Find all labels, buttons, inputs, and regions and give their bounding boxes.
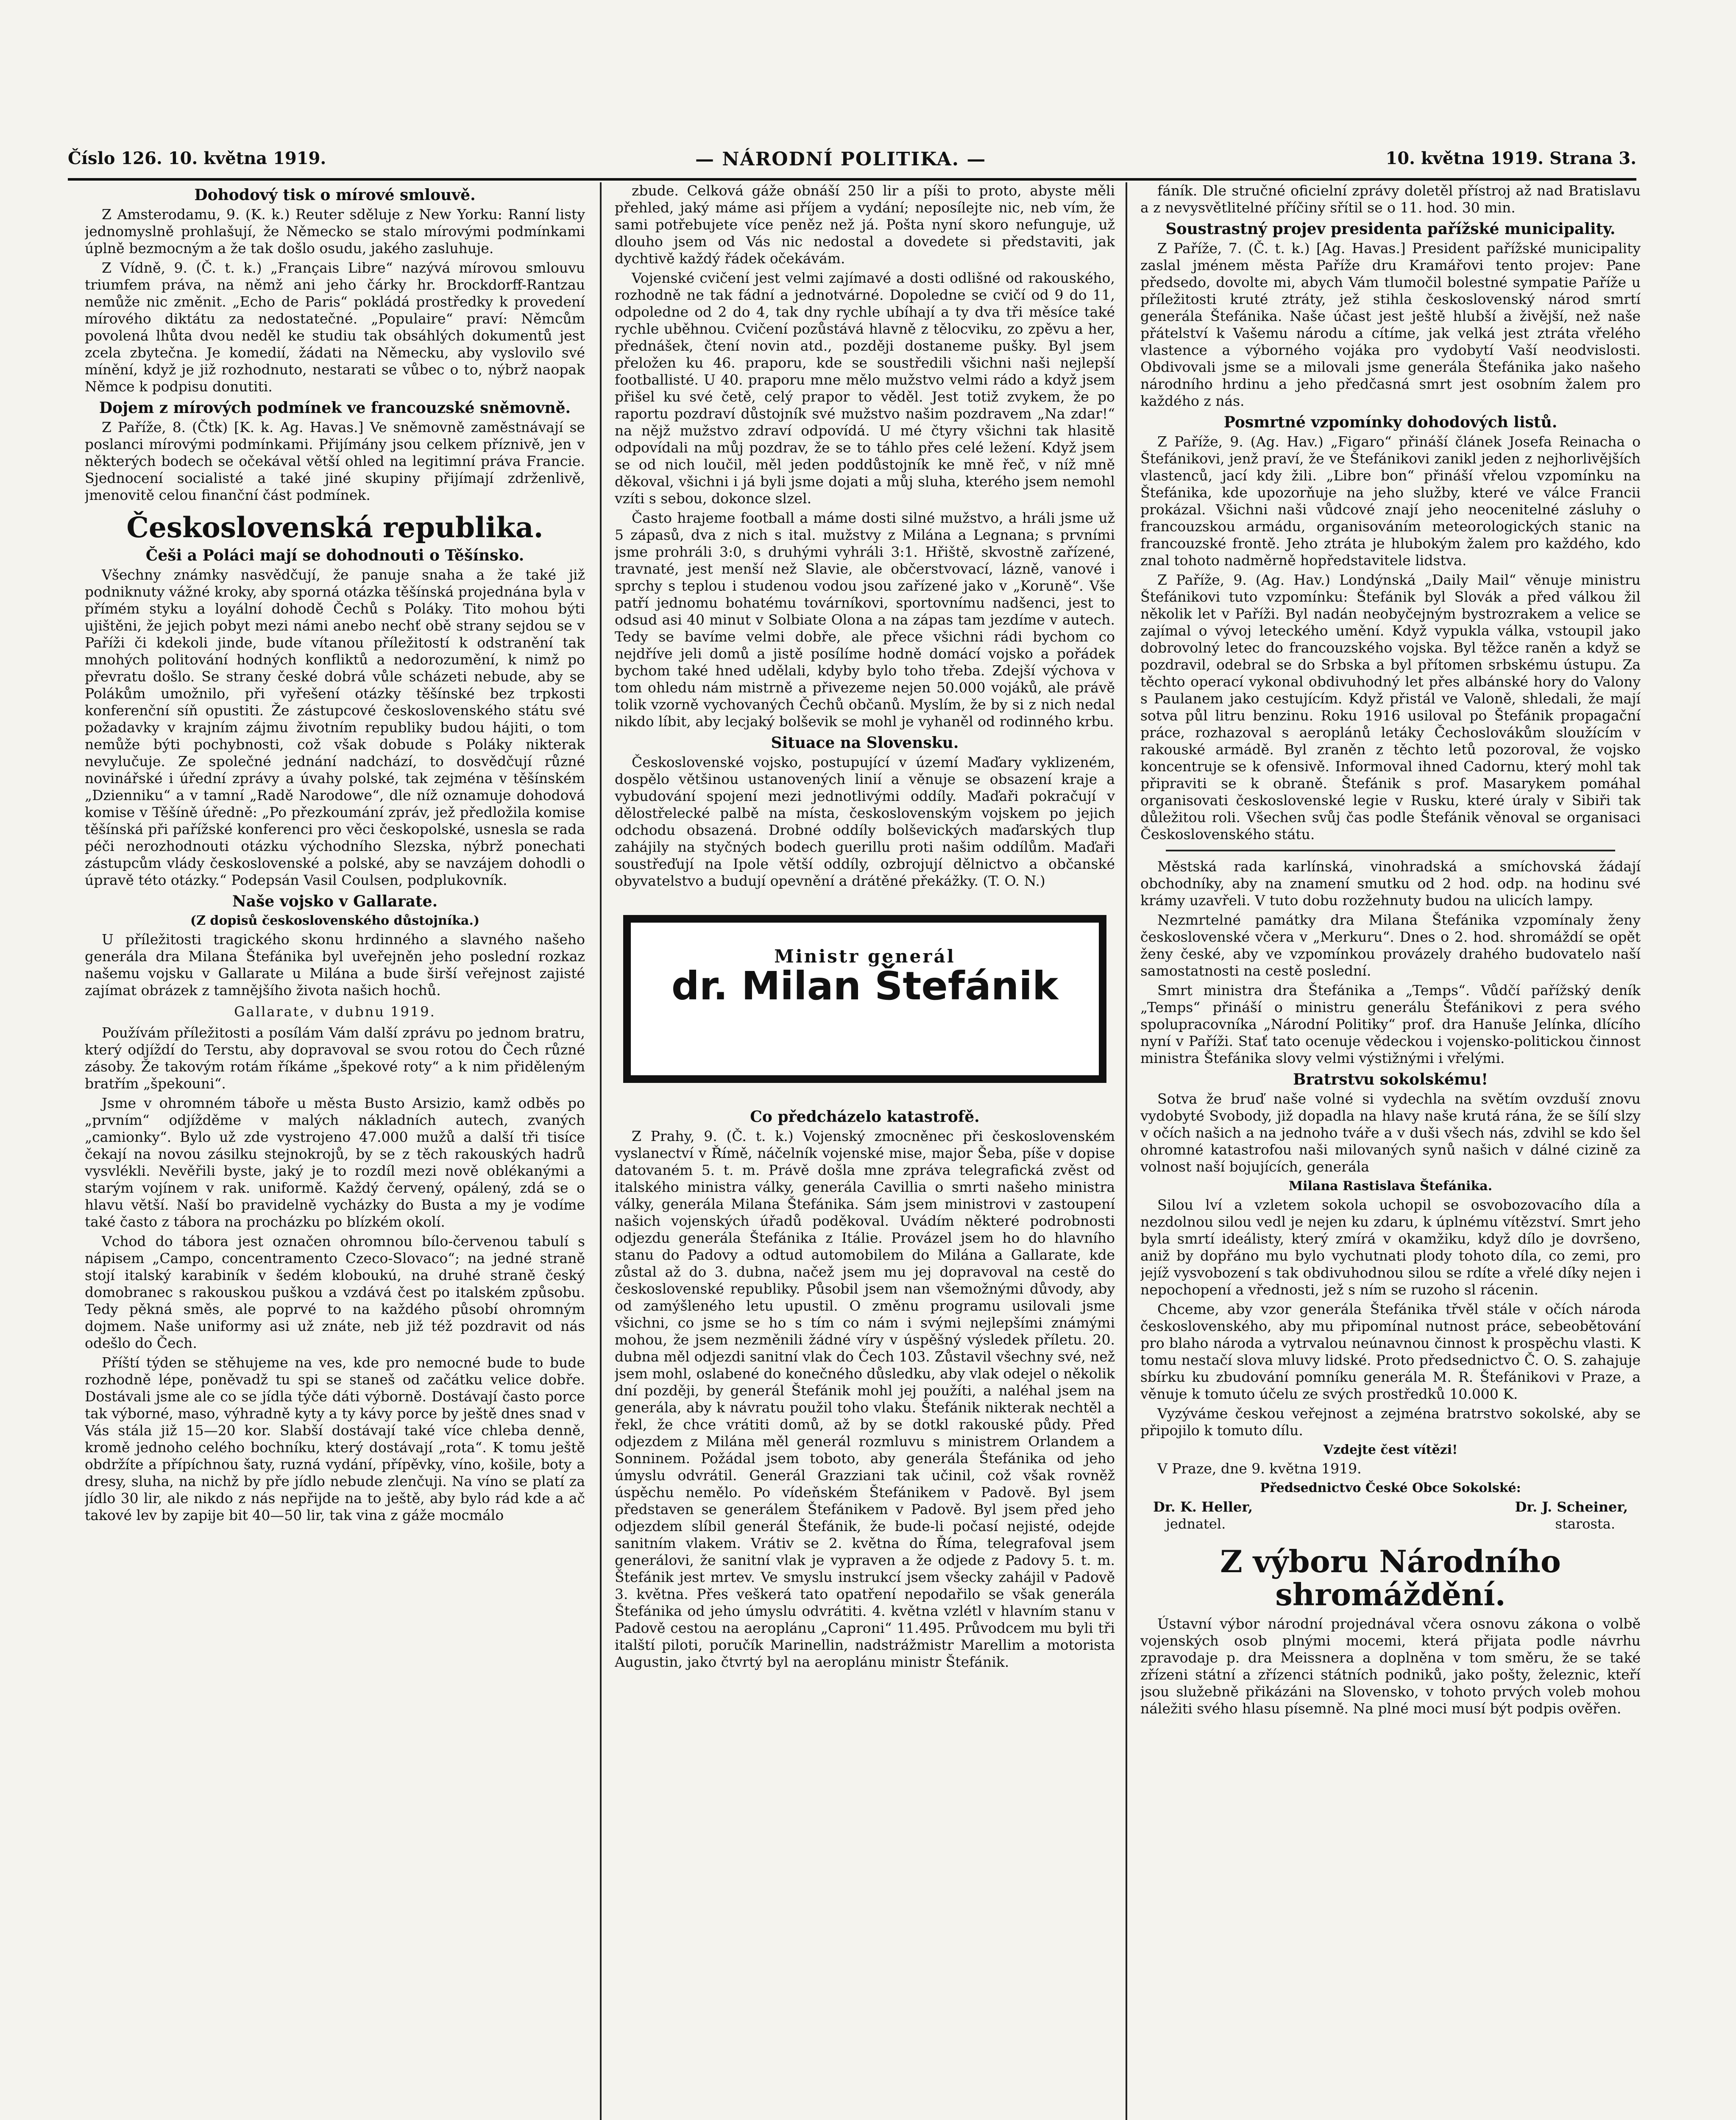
article-paragraph: Vchod do tábora jest označen ohromnou bílo-červenou tabulí s nápisem „Campo, concentramento Czeco-Slovaco“; na jedné straně stojí italský karabiník v šedém kloboukú, na druhé straně český domobranec s rakouskou puškou a vzdává čest po italském způsobu. Tedy pěkná směs, ale poprvé to na každého působí ohromným dojmem. Naše uniformy asi už znáte, neb již též pozdravit od nás odešlo do Čech. (85, 1233, 585, 1351)
subtitle-note: (Z dopisů československého důstojníka.) (190, 913, 480, 928)
article-paragraph: Z Paříže, 8. (Čtk) [K. k. Ag. Havas.] Ve sněmovně zaměstnávají se poslanci mírovými podmínkami. Přijímány jsou celkem příznivě, jen v některých bodech se očekával větší ohled na legitimní práva Francie. Sjednocení socialisté a také jiné skupiny přijímají zdrženlivě, jmenovitě celou finanční část podmínek. (85, 419, 585, 503)
article-paragraph: Ústavní výbor národní projednával včera osnovu zákona o volbě vojenských osob plnými mocemi, která přijata podle návrhu zpravodaje p. dra Meissnera a doplněna v tom směru, že se také zřízeni státní a zřízenci státních podniků, jako pošty, železnic, kteří jsou služebně přikázáni na Slovensko, v tohoto prvých voleb mohou náležiti svého hlasu písemně. Na plné moci musí být podpis ověřen. (1140, 1615, 1641, 1717)
article-paragraph: Příští týden se stěhujeme na ves, kde pro nemocné bude to bude rozhodně lépe, poněvadž tu spi se staneš od začátku velice dobře. Dostávali jsme ale co se jídla týče dáti výborně. Dostávají často porce tak výborné, maso, výhradně kyty a ty kávy porce by ještě dnes snad v Vás stála již 15—20 kor. Slabší dostávají také více chleba denně, kromě jednoho celého bochníku, který dostávají „rota“. K tomu ještě obdržíte a přípíchnou šaty, ruzná vydání, přípěvky, víno, košile, boty a dresy, sluha, na nichž by pře jídlo nebude zlenčuji. Na víno se platí za jídlo 30 lir, ale nikdo z nás nepřijde na to ještě, aby bylo rád kde a ač takové lev by zapije bit 40—50 lir, tak vina z gáže mocmálo (85, 1354, 585, 1523)
article-paragraph: Všechny známky nasvědčují, že panuje snaha a že také již podniknuty vážné kroky, aby sporná otázka těšínská projednána byla v přímém styku a loyální dohodě Čechů s Poláky. Tito mohou býti ujištěni, že jejich pobyt mezi námi anebo nechť obě strany sejdou se v Paříži či kdekoli jinde, bude vítanou příležitostí k odstranění tak mnohých politování hodných konfliktů a nedorozumění, k nimž po převratu došlo. Se strany české dobrá vůle scházeti nebude, aby se Polákům umožnilo, při vyřešení otázky těšínské bez trpkosti konferenční síň opustiti. Že zástupcové československého státu své požadavky v krajním zájmu životním republiky budou hájiti, o tom nemůže býti pochybnosti, což však dobude s Poláky nikterak nevylučuje. Ze společné jednání nadchází, to dosvědčují různé novinářské i úřední zprávy a úvahy polské, tak zejména v těšínském „Dzienniku“ a v tamní „Radě Narodowe“, dle níž oznamuje dohodová komise v Těšíně úředně: „Po přezkoumání zpráv, jež předložila komise těšínská při pařížské konferenci pro věci českopolské, usnesla se rada péči nerozhodnouti otázku východního Slezska, nýbrž ponechati zástupcům vlády československé a polské, aby se navzájem dohodli o úpravě této otázky.“ Podepsán Vasil Coulsen, podplukovník. (85, 566, 585, 888)
header-page: 10. května 1919. Strana 3. (1385, 148, 1636, 168)
article-paragraph: fáník. Dle stručné oficielní zprávy doletěl přístroj až nad Bratislavu a z nevysvětlitelné příčiny sřítil se o 11. hod. 30 min. (1140, 182, 1641, 216)
header-rule (68, 178, 1636, 181)
article-paragraph: Smrt ministra dra Štefánika a „Temps“. Vůdčí pařížský deník „Temps“ přináší o ministru generálu Štefánikovi z pera svého spolupracovníka „Národní Politiky“ prof. dra Hanuše Jelínka, dlícího nyní v Paříži. Stať tato ocenuje vědeckou i vojensko-politickou činnost ministra Štefánika slovy velmi výstižnými i vřelými. (1140, 982, 1641, 1066)
article-paragraph: Z Amsterodamu, 9. (K. k.) Reuter sděluje z New Yorku: Ranní listy jednomyslně prohlašují, že Německo se stalo mírovými podmínkami úplně bezmocným a že tak došlo osudu, jakého zasluhuje. (85, 206, 585, 257)
page-header (68, 148, 1636, 178)
column-2 (615, 182, 1115, 2120)
column-separator (1126, 182, 1127, 2120)
article-paragraph: Vojenské cvičení jest velmi zajímavé a dosti odlišné od rakouského, rozhodně ne tak fádní a jednotvárné. Dopoledne se cvičí od 9 do 11, odpoledne od 2 do 4, tak dny rychle ubíhají a ty dva tři měsíce také rychle uběhnou. Cvičení pozůstává hlavně z tělocviku, zo zpěvu a her, přednášek, čtení novin atd., později dostaneme pušky. Byl jsem přeložen ku 46. praporu, kde se soustředili všichni naši nejlepší footballisté. U 40. praporu mne mělo mužstvo velmi rádo a když jsem přišel ku své četě, celý prapor to věděl. Jest totiž zvykem, že po raportu pozdraví důstojník své mužstvo našim pozdravem „Na zdar!“ na nějž mužstvo zdraví odpovídá. U mé čtyry všichni tak hlasitě odpovídali na můj pozdrav, že se to táhlo přes celé ležení. Když jsem se od nich loučil, měl jeden poddůstojník ke mně řeč, v níž mně děkoval, všichni i já byli jsme dojati a můj sluha, kterého jsem nemohl vzíti s sebou, dokonce slzel. (615, 270, 1115, 507)
article-paragraph: Vyzýváme českou veřejnost a zejména bratrstvo sokolské, aby se připojilo k tomuto dílu. (1140, 1405, 1641, 1439)
headline-dohodovy: Dohodový tisk o mírové smlouvě. (194, 186, 476, 204)
article-paragraph: Chceme, aby vzor generála Štefánika třvěl stále v očích národa československého, aby mu připomínal nutnost práce, sebeobětování pro blaho národa a vytrvalou neúnavnou činnost k prospěchu vlasti. K tomu nestačí slova mluvy lidské. Proto předsednictvo Č. O. S. zahajuje sbírku ku zbudování pomníku generála M. R. Štefánikovi v Praze, a věnuje k tomuto účelu ze svých prostředků 10.000 K. (1140, 1301, 1641, 1402)
dateline: Gallarate, v dubnu 1919. (234, 1004, 436, 1020)
article-paragraph: Silou lví a vzletem sokola uchopil se osvobozovacího díla a nezdolnou silou vedl je nejen ku zdaru, k úplnému vítězství. Smrt jeho byla smrtí ideálisty, který zmírá v okamžiku, když dílo je dovršeno, aniž by dopřáno mu bylo vychutnati plody tohoto díla, co zemi, pro jejíž vysvobození s tak obdivuhodnou silou se rdíte a vřelé díky nejen i nepochopení a vřednosti, jež s ním se ruzoho sl rácenin. (1140, 1197, 1641, 1298)
name-line: Milana Rastislava Štefánika. (1288, 1179, 1493, 1194)
signature-names (1140, 1498, 1641, 1515)
signature-roles (1140, 1515, 1641, 1532)
headline-soustrastny: Soustrastný projev presidenta pařížské municipality. (1165, 220, 1616, 238)
article-paragraph: Městská rada karlínská, vinohradská a smíchovská žádají obchodníky, aby na znamení smutku od 2 hod. odp. na hodinu své krámy uzavřeli. V tuto dobu rozžehnuty budou na ulicích lampy. (1140, 858, 1641, 909)
section-title-republika: Československá republika. (126, 511, 543, 544)
headline-bratrstvu: Bratrstvu sokolskému! (1293, 1071, 1488, 1088)
signature-right-role: starosta. (1555, 1516, 1615, 1532)
header-masthead: — NÁRODNÍ POLITIKA. — (695, 148, 986, 170)
section-title-vybor: Z výboru Národního shromáždění. (1220, 1543, 1561, 1612)
headline-vojsko: Naše vojsko v Gallarate. (232, 893, 438, 910)
headline-dojem: Dojem z mírových podmínek ve francouzské sněmovně. (99, 399, 571, 417)
signature-left-role: jednatel. (1166, 1516, 1226, 1532)
article-paragraph: Často hrajeme football a máme dosti silné mužstvo, a hráli jsme už 5 zápasů, dva z nich s ital. mužstvy z Milána a Legnana; s prvními jsme prohráli 3:0, s druhými vyhráli 3:1. Hřiště, skvostně zařízené, travnaté, jest menší než Slavie, ale občerstvovací, lázně, vanové i sprchy s teplou i studenou vodou jsou zařízené jako v „Koruně“. Vše patří jednomu bohatému továrníkovi, sportovnímu nadšenci, jest to odsud asi 40 minut v Solbiate Olona a na zápas tam jezdíme v autech. Tedy se bavíme velmi dobře, ale přece všichni rádi bychom co nejdříve jeli domů a jistě posílíme hodně domácí vojsko a pořádek bychom také hned udělali, kdyby bylo toho třeba. Zdejší výchova v tom ohledu nám mistrně a přivezeme nejen 50.000 vojáků, ale právě tolik vzorně vychovaných Čechů občanů. Myslím, že by si z nich nedal nikdo líbit, aby lecjaký bolševik se mohl je vyhaněl od rodinného krbu. (615, 510, 1115, 730)
column-3 (1140, 182, 1641, 2120)
article-paragraph: Nezmrtelné památky dra Milana Štefánika vzpomínaly ženy československé včera v „Merkuru“. Dnes o 2. hod. shromáždí se opět ženy české, aby ve vzpomínkou provázely drahého budovatelo naší samostatnosti na cestě poslední. (1140, 912, 1641, 979)
column-separator (600, 182, 602, 2120)
article-paragraph: V Praze, dne 9. května 1919. (1157, 1460, 1362, 1477)
mourning-box (623, 915, 1106, 1083)
signature-right: Dr. J. Scheiner, (1515, 1499, 1628, 1515)
motto: Vzdejte čest vítězi! (1323, 1442, 1458, 1457)
article-paragraph: Z Paříže, 7. (Č. t. k.) [Ag. Havas.] President pařížské municipality zaslal jménem města Paříže dru Kramářovi tento projev: Pane předsedo, dovolte mi, abych Vám tlumočil bolestné sympatie Paříže u příležitosti kruté ztráty, jež stihla československý národ smrtí generála Štefánika. Naše účast jest ještě hlubší a živější, než naše přátelství k Vašemu národu a cítíme, jak velká jest ztráta vřelého vlastence a výborného vojáka pro vydobytí Vaší neodvislosti. Obdivovali jsme se a milovali jsme generála Štefánika jako našeho národního hrdinu a jeho předčasná smrt jest osobním žalem pro každého z nás. (1140, 240, 1641, 409)
article-paragraph: Z Prahy, 9. (Č. t. k.) Vojenský zmocněnec při československém vyslanectví v Římě, náčelník vojenské mise, major Šeba, píše v dopise datovaném 5. t. m. Právě došla mne zpráva telegrafická zvěst od italského ministra války, generála Cavillia o smrti našeho ministra války, generála Milana Štefánika. Sám jsem ministrovi v zastoupení našich vojenských úřadů poděkoval. Uvádím některé podrobnosti odjezdu generála Štefánika z Itálie. Provázel jsem ho do hlavního stanu do Padovy a odtud automobilem do Milána a Gallarate, kde zůstal až do 3. dubna, načež jsem mu jej dopravoval na cestě do československé republiky. Působil jsem nan všemožnými důvody, aby od zamýšleného letu upustil. O změnu programu usilovali jsme všichni, co jsme se ho s tím co nám i svými nejlepšími známými mohou, že jsem nezměnili žádné víry v úspěšný výsledek příletu. 20. dubna měl odjezdi sanitní vlak do Čech 103. Zůstavil všechny své, než jsem mohl, oslabené do konečného důsledku, aby vlak odejel o několik dní později, by generál Štefánik mohl jej použíti, a naléhal jsem na generála, aby k návratu použil toho vlaku. Štefánik nikterak nechtěl a řekl, že chce vrátiti domů, až by se dotkl rakouské půdy. Před odjezdem z Milána měl generál rozmluvu s ministrem Orlandem a Sonninem. Požádal jsem toboto, aby generála Štefánika od jeho úmyslu odvrátil. Generál Grazziani tak učinil, což však rovněž úspěchu nemělo. Po vídeňském Štefánikem v Padově. Byl jsem představen se generálem Štefánikem v Padově. Byl jsem před jeho odjezdem slíbil generál Štefánik, že bude-li počasí nejisté, odejde sanitním vlakem. Vrátiv se 2. května do Říma, telegrafoval jsem generálovi, že sanitní vlak je vypraven a že odjede z Padovy 5. t. m. Štefánik jest mrtev. Ve smyslu instrukcí jsem všecky zahájil v Padově 3. května. Přes veškerá tato opatření nepodařilo se však generála Štefánika od jeho úmyslu odvrátiti. 4. května vzlétl v hlavním stanu v Padově cestou na aeroplánu „Caproni“ 11.495. Průvodcem mu byli tři italští piloti, poručík Marinellin, nadstrážmistr Marellim a motorista Augustin, jako čtvrtý byl na aeroplánu ministr Štefánik. (615, 1128, 1115, 1670)
article-paragraph: Jsme v ohromném táboře u města Busto Arsizio, kamž odběs po „prvním“ odjížděme v malých nákladních autech, zvaných „camionky“. Bylo už zde vystrojeno 47.000 mužů a další tři tisíce čekají na novou zásilku stejnokrojů, by se z těch rakouských hadrů vysvlékli. Nevěřili byste, jaký je to rozdíl mezi nově oblékanými a starým vojínem v rak. uniformě. Každý červený, opálený, zdá se o hlavu větší. Naší bo pravidelně vycházky do Busta a my je vodíme také často z tábora na procházku po blízkém okolí. (85, 1095, 585, 1230)
article-paragraph: Z Paříže, 9. (Ag. Hav.) „Figaro“ přináší článek Josefa Reinacha o Štefánikovi, jenž praví, že ve Štefánikovi zanikl jeden z nejhorlivějších vlastenců, jací kdy žili. „Libre bon“ přináší vřelou vzpomínku na Štefánika, kde upozorňuje na jeho služby, které ve válce Francii prokázal. Všichni naši vůdcové znají jeho neocenitelné zásluhy o francouzskou armádu, organisováním meteorologických stanic na francouzské frontě. Jeho ztráta je hlubokým žalem pro každého, kdo znal tohoto nadměrně hopředstavitele lidstva. (1140, 433, 1641, 569)
header-issue: Číslo 126. 10. května 1919. (68, 148, 326, 168)
headline-cesi: Češi a Poláci mají se dohodnouti o Těšínsko. (145, 547, 524, 564)
headline-posmrtne: Posmrtné vzpomínky dohodových listů. (1223, 413, 1558, 431)
signature-left: Dr. K. Heller, (1153, 1499, 1253, 1515)
mourning-name: dr. Milan Štefánik (671, 963, 1059, 1009)
article-paragraph: Z Vídně, 9. (Č. t. k.) „Français Libre“ nazývá mírovou smlouvu triumfem práva, na němž ani jeho čárky hr. Brockdorff-Rantzau nemůže nic změnit. „Echo de Paris“ pokládá prostředky k provedení mírového diktátu za nedostatečné. „Populaire“ praví: Němcům povolená lhůta dvou neděl ke studiu tak obsáhlých dokumentů jest zcela zbytečna. Je komedií, žádati na Německu, aby vyslovilo své mínění, když je již rozhodnuto, nestarati se vůbec o to, nýbrž naopak Němce k podpisu donutiti. (85, 259, 585, 395)
column-1 (85, 182, 585, 2120)
divider (1166, 850, 1615, 851)
article-paragraph: Sotva že bruď naše volné si vydechla na světím ovzduší znovu vydobyté Svobody, již dopadla na hlavy naše krutá rána, že se šílí slzy v očích našich a na jednoho tváře a v duši všech nás, zdvihl se kdo šel ohromné katastrofou naši milovaných synů našich v dálné cizině za volnost naší bojujících, generála (1140, 1091, 1641, 1175)
article-paragraph: U příležitosti tragického skonu hrdinného a slavného našeho generála dra Milana Štefánika byl uveřejněn jeho poslední rozkaz našemu vojsku v Gallarate u Milána a bude širší veřejnost zajisté zajímat obrázek z tamnějšího života našich hochů. (85, 931, 585, 999)
article-paragraph: Z Paříže, 9. (Ag. Hav.) Londýnská „Daily Mail“ věnuje ministru Štefánikovi tuto vzpomínku: Štefánik byl Slovák a před válkou žil několik let v Paříži. Byl nadán neobyčejným bystrozrakem a velice se zajímal o vývoj leteckého umění. Když vypukla válka, vstoupil jako dobrovolný letec do francouzského vojska. Byl těžce raněn a když se pozdravil, odebral se do Srbska a byl přítomen srbskému ústupu. Za těchto operací vykonal obdivuhodný let přes albánské hory do Valony s Paulanem jako cestujícím. Když přistál ve Valoně, shledali, že mají sotva půl litru benzinu. Roku 1916 usiloval po Štefánik propagační práce, rozhazoval s aeroplánů letáky Čechoslovákům sloužícím v rakouské armádě. Byl zraněn z těchto letů pozoroval, že vojsko koncentruje se k ofensivě. Informoval ihned Cadornu, který mohl tak připraviti se k obraně. Štefánik s prof. Masarykem pomáhal organisovati československé legie v Rusku, které úraly v Sibiři tak důležitou roli. Všechen svůj čas podle Štefánik věnoval se organisaci Československého státu. (1140, 572, 1641, 842)
article-paragraph: zbude. Celková gáže obnáší 250 lir a píši to proto, abyste měli přehled, jaký máme asi příjem a vydání; neposílejte nic, neb vím, že sami potřebujete více peněz než já. Pošta nyní skoro nefunguje, už dlouho jsem od Vás nic nedostal a dovedete si představiti, jak dychtivě každý řádek očekávám. (615, 182, 1115, 267)
signature-title: Předsednictvo České Obce Sokolské: (1260, 1481, 1521, 1495)
headline-predchazelo: Co předcházelo katastrofě. (750, 1108, 980, 1126)
headline-situace: Situace na Slovensku. (771, 734, 959, 752)
article-paragraph: Československé vojsko, postupující v území Maďary vyklizeném, dospělo většinou ustanovených linií a věnuje se obsazení kraje a vybudování spojení mezi jednotlivými oddíly. Maďaři pokračují v dělostřelecké palbě na místa, československým vojskem po jejich odchodu obsazená. Drobné oddíly bolševických maďarských tlup zahájily na styčných bodech guerillu proti našim oddílům. Maďaři soustřeďují na Ipole větší oddíly, ozbrojují dělnictvo a občanské obyvatelstvo a budují opevnění a drátěné překážky. (T. O. N.) (615, 754, 1115, 889)
mourning-title: Ministr generál (774, 946, 956, 967)
article-paragraph: Používám příležitosti a posílám Vám další zprávu po jednom bratru, který odjíždí do Terstu, aby dopravoval se svou rotou do Čech různé zásoby. Že takovým rotám říkáme „špekové roty“ a k nim přiděleným bratřím „špekouni“. (85, 1024, 585, 1092)
